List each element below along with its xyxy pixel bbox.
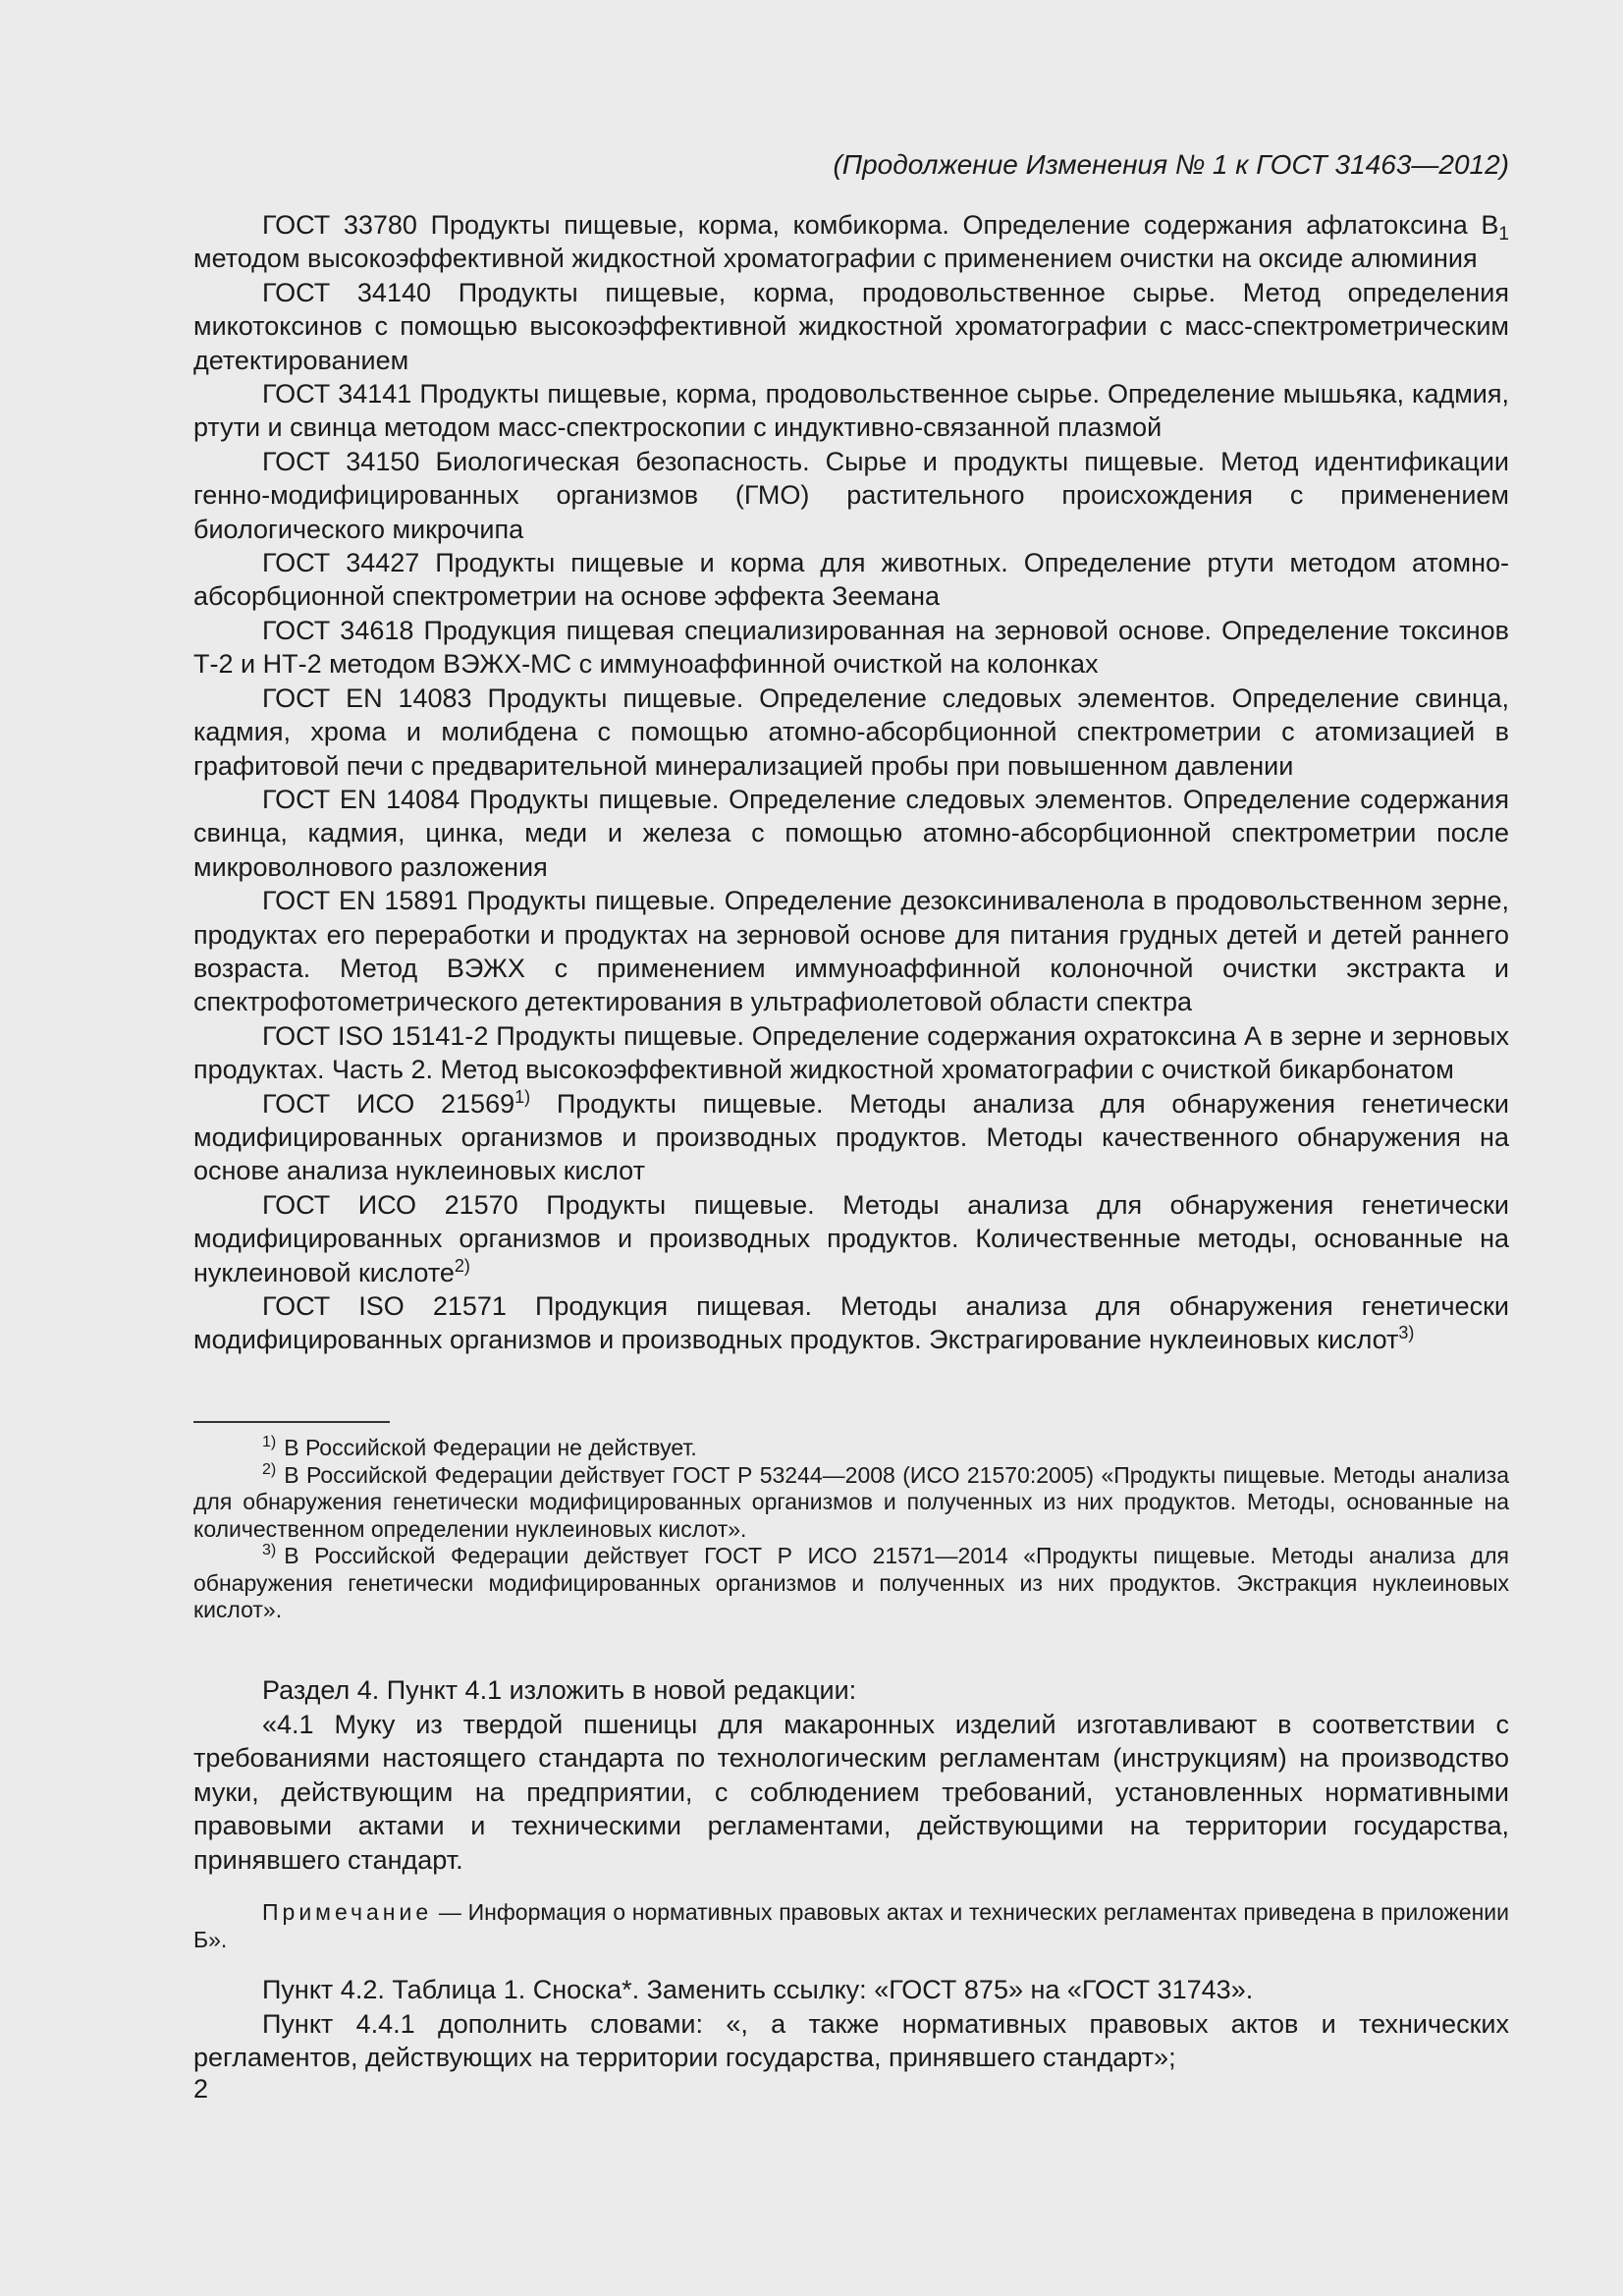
reference-item: ГОСТ ИСО 21569$^{1)}$ Продукты пищевые. Методы анализа для обнаружения генетически модифицированных организмов и производных продуктов. Методы качественного обнаружения на основе анализа нуклеиновых кислот: [193, 1086, 1509, 1186]
reference-item: ГОСТ ИСО 21570 Продукты пищевые. Методы анализа для обнаружения генетически модифицированных организмов и производных продуктов. Количественные методы, основанные на нуклеиновой кислоте$^{2)}$: [193, 1189, 1509, 1287]
reference-item: ГОСТ EN 15891 Продукты пищевые. Определение дезоксиниваленола в продовольственном зерне, продуктах его переработки и продуктах на зерновой основе для питания грудных детей и детей раннего возраста. Метод ВЭЖХ с применением иммуноаффинной колоночной очистки экстракта и спектрофотометрического детектирования в ультрафиолетовой области спектра: [193, 886, 1509, 1017]
reference-item: ГОСТ 34618 Продукция пищевая специализированная на зерновой основе. Определение токсинов Т-2 и НТ-2 методом ВЭЖХ-МС с иммуноаффинной очисткой на колонках: [193, 615, 1509, 680]
footnote-ref: 1): [514, 1086, 531, 1107]
note: Примечание — Информация о нормативных правовых актах и технических регламентах приведена в приложении Б».: [193, 1899, 1509, 1952]
footnote: $^{1)}$ В Российской Федерации не действует.: [262, 1434, 697, 1460]
reference-item: ГОСТ 34427 Продукты пищевые и корма для животных. Определение ртути методом атомно-абсорбционной спектрометрии на основе эффекта Зеемана: [193, 548, 1509, 612]
footnote: $^{2)}$ В Российской Федерации действует ГОСТ Р 53244—2008 (ИСО 21570:2005) «Продукты пищевые. Методы анализа для обнаружения генетически модифицированных организмов и полученных из них продуктов. Методы, основанные на количественном определении нуклеиновых кислот».: [193, 1460, 1509, 1542]
reference-item: ГОСТ ISO 15141-2 Продукты пищевые. Определение содержания охратоксина А в зерне и зерновых продуктах. Часть 2. Метод высокоэффективной жидкостной хроматографии с очисткой бикарбонатом: [193, 1020, 1509, 1085]
note-label: Примечание: [262, 1899, 433, 1925]
reference-item: ГОСТ 34150 Биологическая безопасность. Сырье и продукты пищевые. Метод идентификации генно-модифицированных организмов (ГМО) растительного происхождения с применением биологического микрочипа: [193, 446, 1509, 544]
page-number: 2: [193, 2074, 209, 2104]
footnotes: [193, 1435, 1509, 1624]
footnote-ref: 3): [1398, 1323, 1415, 1343]
reference-item: ГОСТ 33780 Продукты пищевые, корма, комбикорма. Определение содержания афлатоксина $B_1$ методом высокоэффективной жидкостной хроматографии с применением очистки на оксиде алюминия: [193, 210, 1509, 274]
amendment-body: [193, 1673, 1509, 2075]
footnote-ref: 2): [454, 1255, 470, 1276]
reference-item: ГОСТ EN 14084 Продукты пищевые. Определение следовых элементов. Определение содержания свинца, кадмия, цинка, меди и железа с помощью атомно-абсорбционной спектрометрии после микроволнового разложения: [193, 784, 1509, 882]
section-text: «4.1 Муку из твердой пшеницы для макаронных изделий изготавливают в соответствии с требованиями настоящего стандарта по технологическим регламентам (инструкциям) на производство муки, действующим на предприятии, с соблюдением требований, установленных нормативными правовыми актами и техническими регламентами, действующими на территории государства, принявшего стандарт.: [193, 1709, 1509, 1875]
reference-item: ГОСТ 34140 Продукты пищевые, корма, продовольственное сырье. Метод определения микотоксинов с помощью высокоэффективной жидкостной хроматографии с масс-спектрометрическим детектированием: [193, 277, 1509, 375]
footnote-separator: [193, 1421, 390, 1423]
subscript: 1: [1498, 224, 1509, 245]
reference-item: ГОСТ 34141 Продукты пищевые, корма, продовольственное сырье. Определение мышьяка, кадмия, ртути и свинца методом масс-спектроскопии с индуктивно-связанной плазмой: [193, 379, 1509, 443]
reference-item: ГОСТ ISO 21571 Продукция пищевая. Методы анализа для обнаружения генетически модифицированных организмов и производных продуктов. Экстрагирование нуклеиновых кислот$^{3)}$: [193, 1291, 1509, 1355]
section-title: Раздел 4. Пункт 4.1 изложить в новой редакции:: [262, 1675, 857, 1705]
references-list: [193, 208, 1509, 1357]
reference-item: ГОСТ EN 14083 Продукты пищевые. Определение следовых элементов. Определение свинца, кадмия, хрома и молибдена с помощью атомно-абсорбционной спектрометрии с атомизацией в графитовой печи с предварительной минерализацией пробы при повышенном давлении: [193, 683, 1509, 781]
footnote: $^{3)}$ В Российской Федерации действует ГОСТ Р ИСО 21571—2014 «Продукты пищевые. Методы анализа для обнаружения генетически модифицированных организмов и полученных из них продуктов. Экстракция нуклеиновых кислот».: [193, 1542, 1509, 1622]
item-4-2: Пункт 4.2. Таблица 1. Сноска*. Заменить ссылку: «ГОСТ 875» на «ГОСТ 31743».: [262, 1975, 1254, 2004]
page-header: (Продолжение Изменения № 1 к ГОСТ 31463—2012): [833, 149, 1509, 180]
item-4-4-1: Пункт 4.4.1 дополнить словами: «, а также нормативных правовых актов и технических регламентов, действующих на территории государства, принявшего стандарт»;: [193, 2008, 1509, 2072]
